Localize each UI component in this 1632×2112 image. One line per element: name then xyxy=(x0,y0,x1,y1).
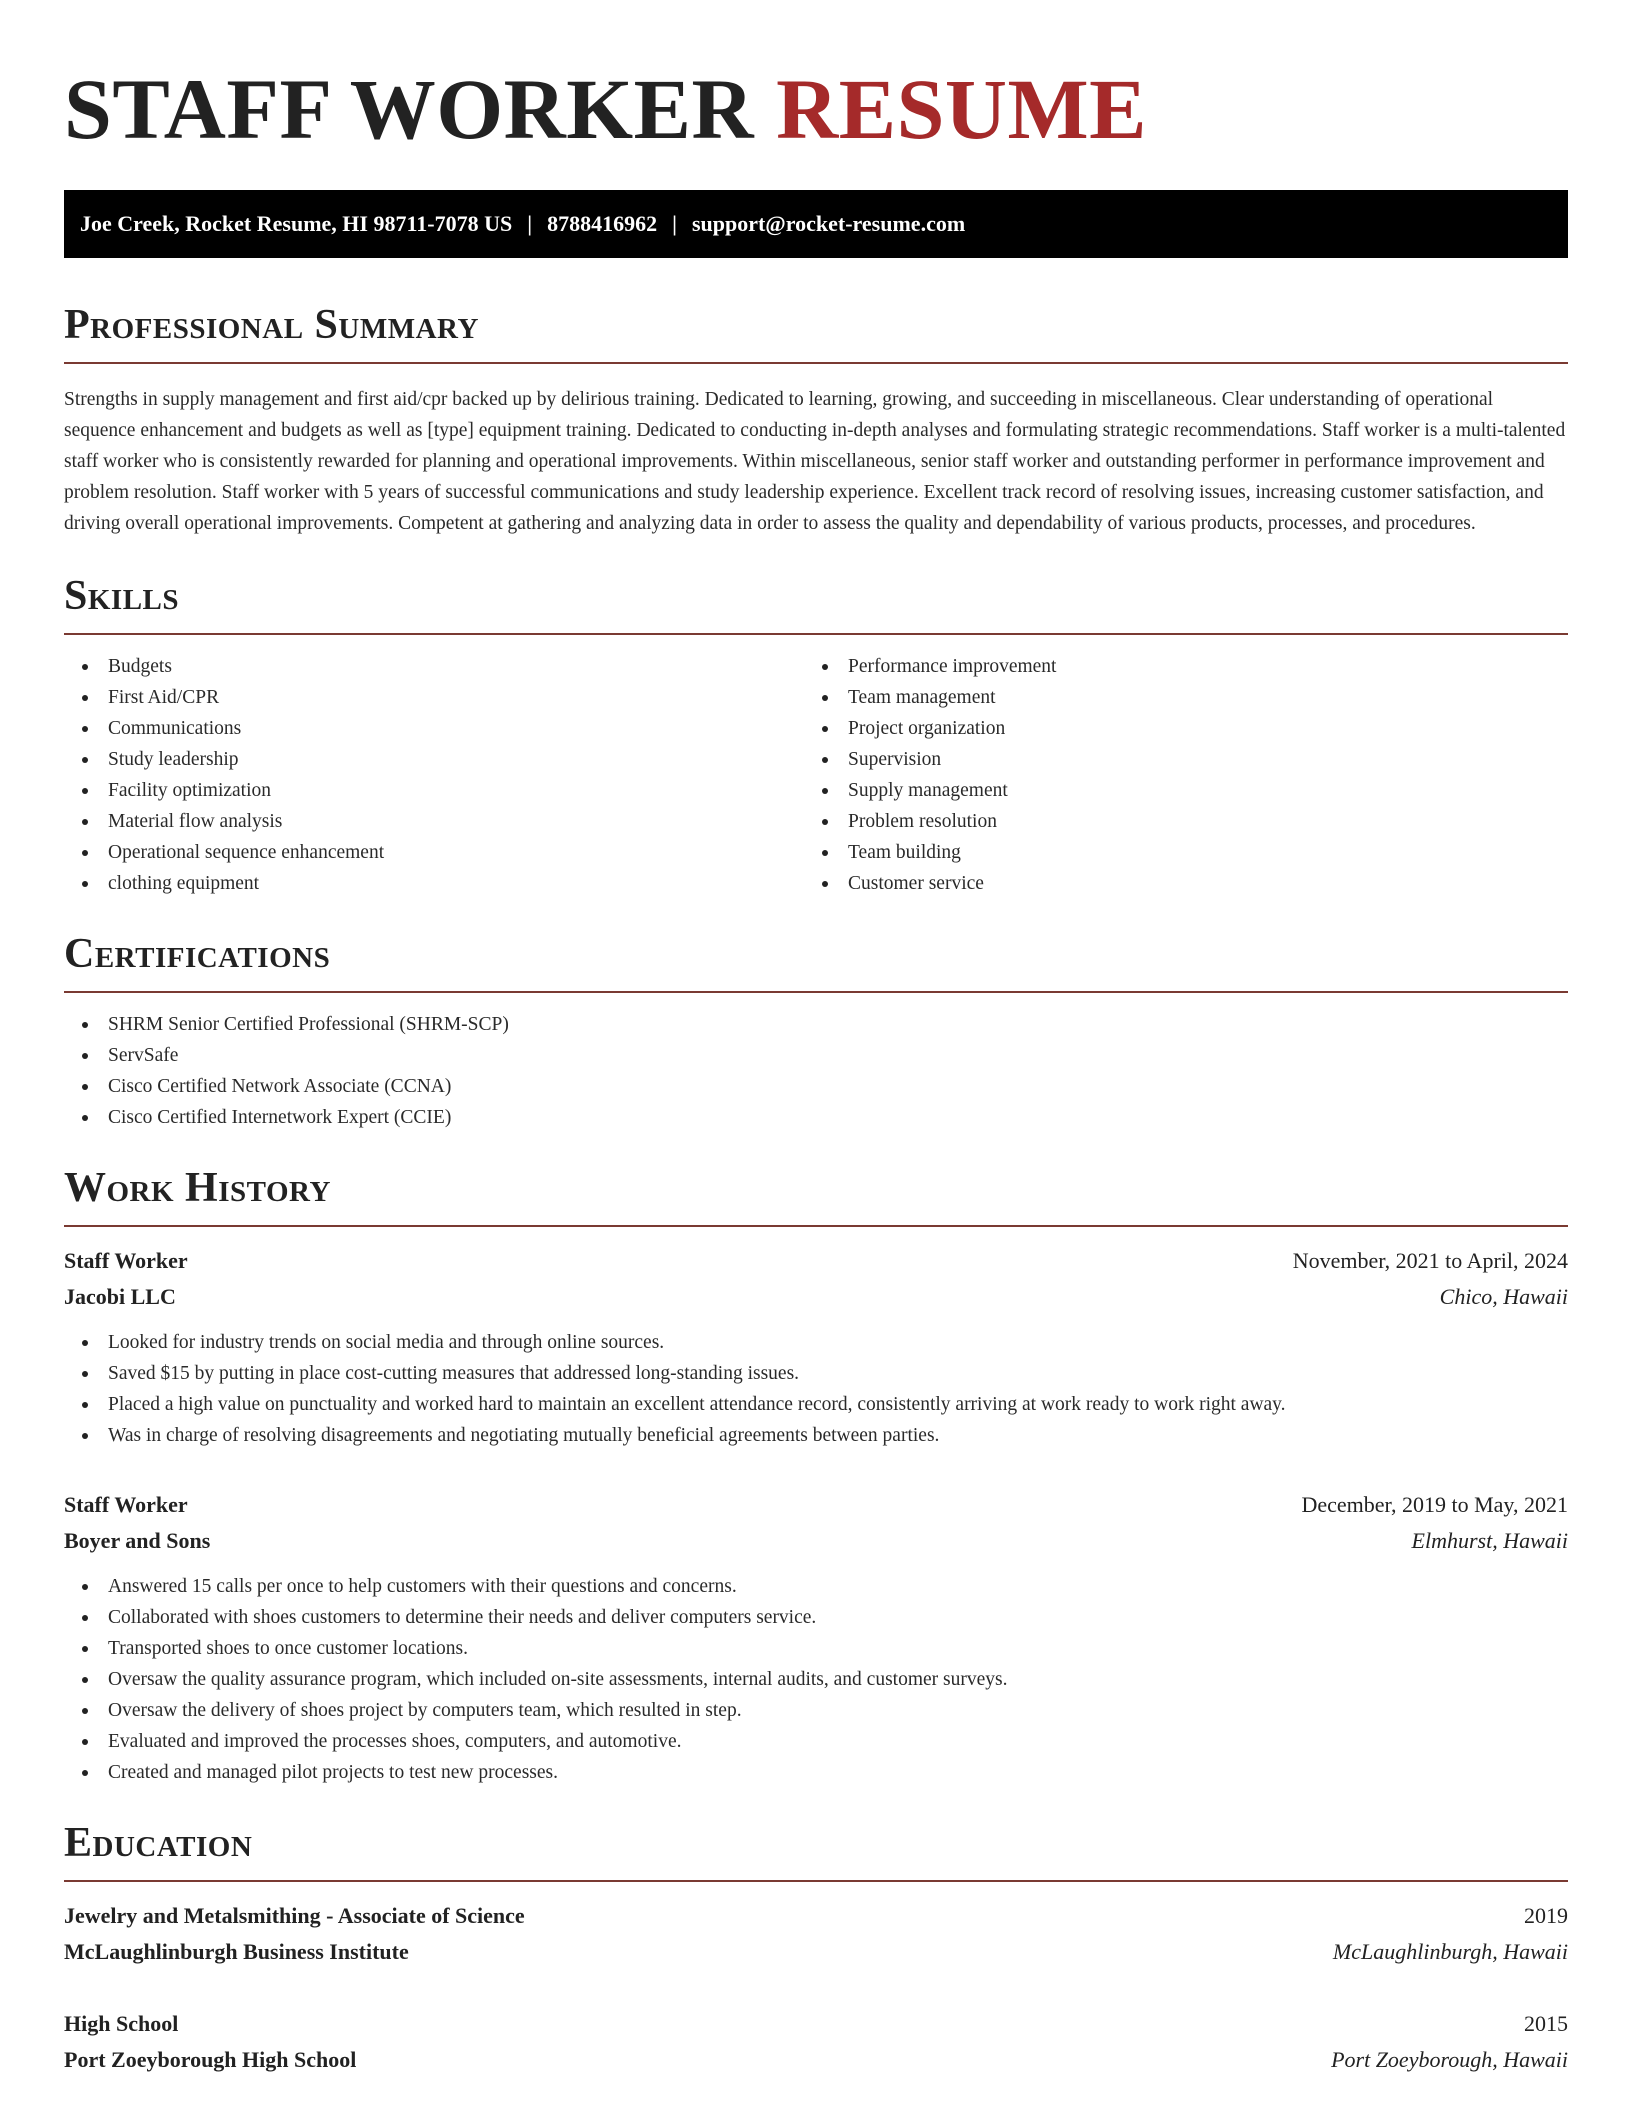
skill-item: Material flow analysis xyxy=(64,806,804,837)
contact-separator: | xyxy=(527,211,533,236)
job-title: Staff Worker xyxy=(64,1248,188,1273)
skills-heading: Skills xyxy=(64,573,180,619)
skill-item: clothing equipment xyxy=(64,868,804,899)
title-main: STAFF WORKER xyxy=(64,61,755,157)
certification-item: Cisco Certified Network Associate (CCNA) xyxy=(64,1071,1568,1102)
contact-address: Joe Creek, Rocket Resume, HI 98711-7078 US xyxy=(80,211,513,236)
education-header-row xyxy=(64,1898,1568,1934)
skill-item: Operational sequence enhancement xyxy=(64,837,804,868)
skill-item: Project organization xyxy=(804,713,1544,744)
certifications-list xyxy=(64,1009,1568,1133)
job-bullet: Looked for industry trends on social media and through online sources. xyxy=(64,1327,1568,1358)
education-school-row xyxy=(64,1934,1568,1970)
skills-right-list xyxy=(804,651,1544,899)
resume-title xyxy=(64,58,1568,157)
job-bullet: Created and managed pilot projects to test new processes. xyxy=(64,1757,1568,1788)
certification-item: SHRM Senior Certified Professional (SHRM-SCP) xyxy=(64,1009,1568,1040)
job-title: Staff Worker xyxy=(64,1492,188,1517)
section-divider xyxy=(64,1880,1568,1882)
education-heading: Education xyxy=(64,1820,253,1866)
job-header-row xyxy=(64,1243,1568,1279)
education-location: Port Zoeyborough, Hawaii xyxy=(1331,2047,1568,2072)
job-bullet: Evaluated and improved the processes shoes, computers, and automotive. xyxy=(64,1726,1568,1757)
skill-item: Team management xyxy=(804,682,1544,713)
section-divider xyxy=(64,991,1568,993)
job-bullet: Transported shoes to once customer locations. xyxy=(64,1633,1568,1664)
contact-separator: | xyxy=(672,211,677,236)
skill-item: Customer service xyxy=(804,868,1544,899)
education-degree: Jewelry and Metalsmithing - Associate of Science xyxy=(64,1903,525,1928)
skill-item: Communications xyxy=(64,713,804,744)
job-bullet: Oversaw the delivery of shoes project by computers team, which resulted in step. xyxy=(64,1695,1568,1726)
job-bullets xyxy=(64,1571,1568,1788)
skills-section xyxy=(64,575,1568,899)
job-bullet: Was in charge of resolving disagreements and negotiating mutually beneficial agreements between parties. xyxy=(64,1420,1568,1451)
summary-text: Strengths in supply management and first aid/cpr backed up by delirious training. Dedicated to learning, growing, and succeeding in miscellaneous. Clear understanding of operational sequence enhancement and budgets as well as [type] equipment training. Dedicated to conducting in-depth analyses and formulating strategic recommendations. Staff worker is a multi-talented staff worker who is consistently rewarded for planning and operational improvements. Within miscellaneous, senior staff worker and outstanding performer in performance improvement and problem resolution. Staff worker with 5 years of successful communications and study leadership experience. Excellent track record of resolving issues, increasing customer satisfaction, and driving overall operational improvements. Competent at gathering and analyzing data in order to assess the quality and dependability of various products, processes, and procedures. xyxy=(64,389,1566,534)
contact-phone: 8788416962 xyxy=(547,211,658,236)
job-location: Elmhurst, Hawaii xyxy=(1411,1528,1568,1553)
job-dates: November, 2021 to April, 2024 xyxy=(1292,1248,1568,1273)
education-header-row xyxy=(64,2006,1568,2042)
job-company-row xyxy=(64,1279,1568,1315)
summary-heading: Professional Summary xyxy=(64,302,479,348)
skill-item: Supply management xyxy=(804,775,1544,806)
job-company: Jacobi LLC xyxy=(64,1284,176,1309)
skill-item: First Aid/CPR xyxy=(64,682,804,713)
education-section xyxy=(64,1822,1568,2078)
title-accent: RESUME xyxy=(776,61,1148,157)
certifications-section xyxy=(64,933,1568,1133)
skill-item: Performance improvement xyxy=(804,651,1544,682)
education-year: 2019 xyxy=(1524,1903,1568,1928)
skill-item: Budgets xyxy=(64,651,804,682)
section-divider xyxy=(64,1225,1568,1227)
certification-item: ServSafe xyxy=(64,1040,1568,1071)
job-bullet: Saved $15 by putting in place cost-cutting measures that addressed long-standing issues. xyxy=(64,1358,1568,1389)
job-bullet: Answered 15 calls per once to help customers with their questions and concerns. xyxy=(64,1571,1568,1602)
skill-item: Team building xyxy=(804,837,1544,868)
job-bullet: Oversaw the quality assurance program, which included on-site assessments, internal audits, and customer surveys. xyxy=(64,1664,1568,1695)
certifications-heading: Certifications xyxy=(64,931,331,977)
contact-email: support@rocket-resume.com xyxy=(691,211,966,236)
education-entry xyxy=(64,2006,1568,2078)
job-dates: December, 2019 to May, 2021 xyxy=(1301,1492,1568,1517)
education-school: McLaughlinburgh Business Institute xyxy=(64,1939,409,1964)
job-entry xyxy=(64,1487,1568,1788)
job-company-row xyxy=(64,1523,1568,1559)
education-entry xyxy=(64,1898,1568,1970)
education-degree: High School xyxy=(64,2011,179,2036)
job-bullet: Collaborated with shoes customers to determine their needs and deliver computers service. xyxy=(64,1602,1568,1633)
skill-item: Problem resolution xyxy=(804,806,1544,837)
skill-item: Facility optimization xyxy=(64,775,804,806)
job-location: Chico, Hawaii xyxy=(1439,1284,1568,1309)
skill-item: Supervision xyxy=(804,744,1544,775)
contact-bar xyxy=(64,190,1568,258)
education-school-row xyxy=(64,2042,1568,2078)
section-divider xyxy=(64,633,1568,635)
skills-grid xyxy=(64,651,1568,899)
job-header-row xyxy=(64,1487,1568,1523)
job-bullets xyxy=(64,1327,1568,1451)
work-history-heading: Work History xyxy=(64,1165,331,1211)
certification-item: Cisco Certified Internetwork Expert (CCIE) xyxy=(64,1102,1568,1133)
job-entry xyxy=(64,1243,1568,1451)
section-divider xyxy=(64,362,1568,364)
education-year: 2015 xyxy=(1524,2011,1568,2036)
summary-section xyxy=(64,304,1568,539)
skill-item: Study leadership xyxy=(64,744,804,775)
job-company: Boyer and Sons xyxy=(64,1528,211,1553)
work-history-section xyxy=(64,1167,1568,1788)
education-location: McLaughlinburgh, Hawaii xyxy=(1332,1939,1568,1964)
skills-left-list xyxy=(64,651,804,899)
job-bullet: Placed a high value on punctuality and worked hard to maintain an excellent attendance record, consistently arriving at work ready to work right away. xyxy=(64,1389,1568,1420)
education-school: Port Zoeyborough High School xyxy=(64,2047,357,2072)
